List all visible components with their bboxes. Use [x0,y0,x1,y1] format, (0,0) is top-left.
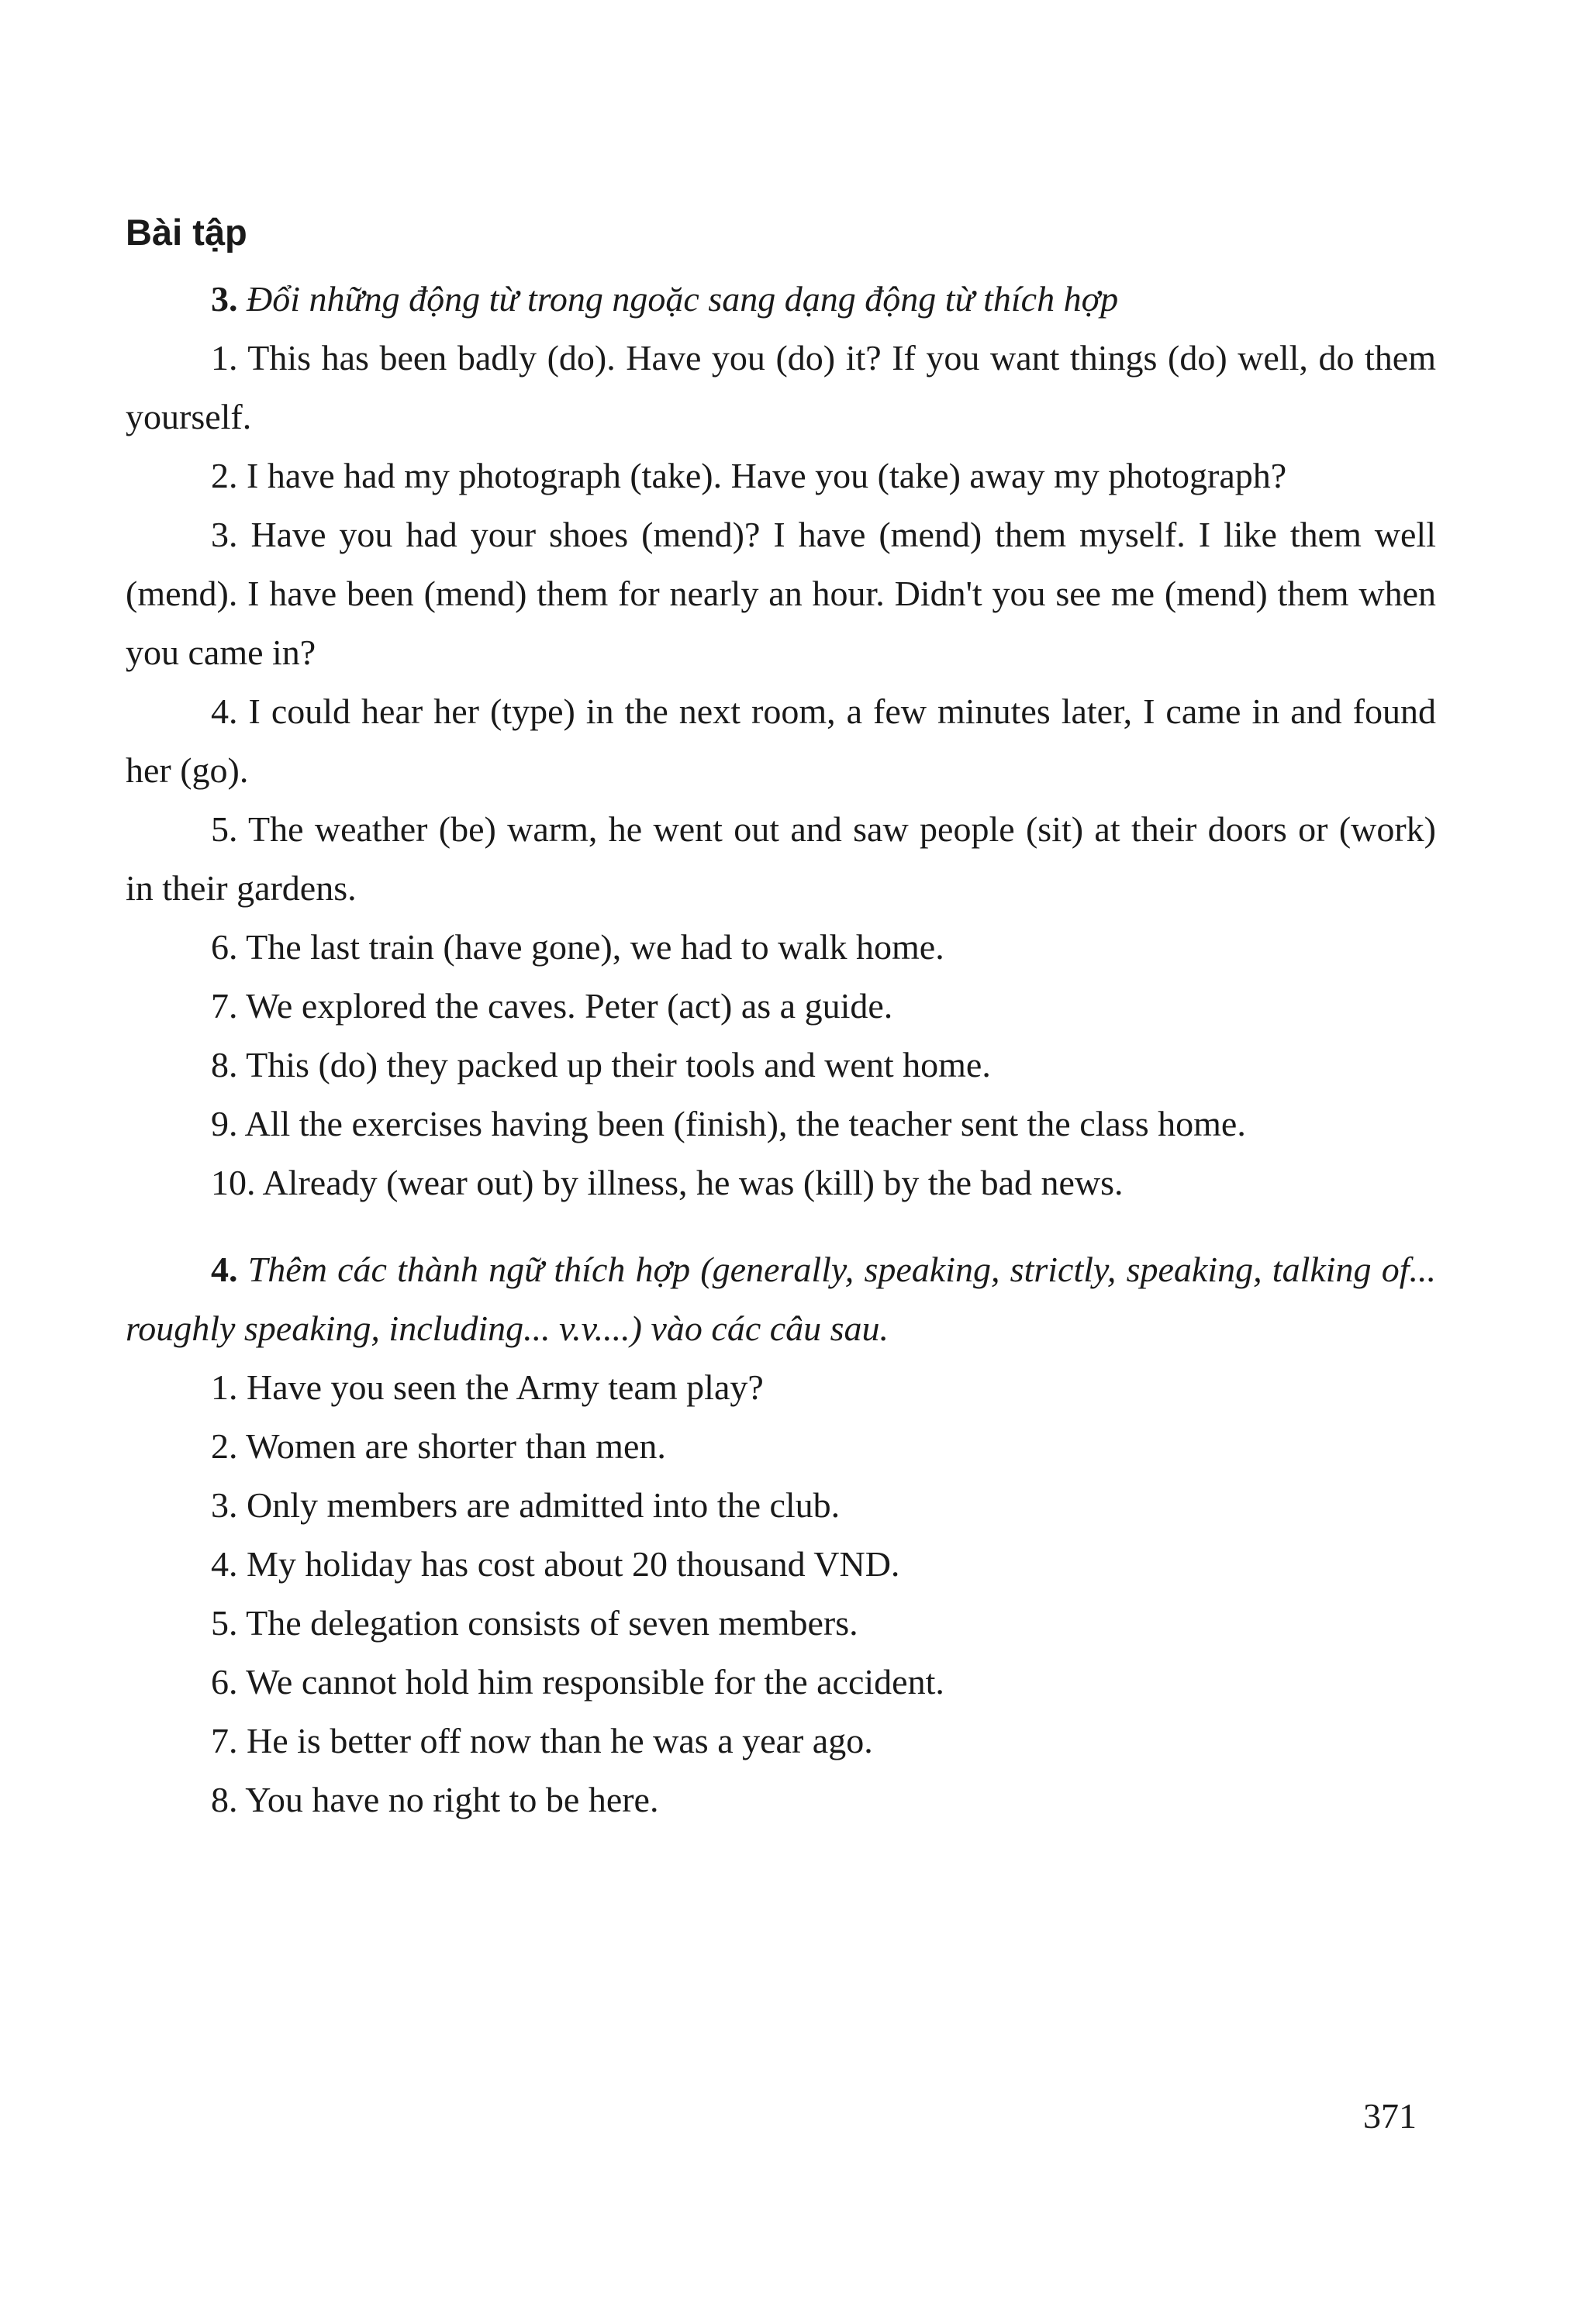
exercise-3-item-2: 2. I have had my photograph (take). Have you (take) away my photograph? [211,456,1287,495]
exercise-4-item-6: 6. We cannot hold him responsible for the accident. [211,1662,944,1702]
exercise-3-item-3: 3. Have you had your shoes (mend)? I have (mend) them myself. I like them well (mend). I have been (mend) them for nearly an hour. Didn't you see me (mend) them when you came in? [126,515,1436,672]
exercise-3-item-10: 10. Already (wear out) by illness, he was (kill) by the bad news. [211,1163,1124,1202]
exercise-3-item-6: 6. The last train (have gone), we had to walk home. [211,927,944,967]
exercise-4-title [126,1240,1436,1358]
exercise-4-item-4: 4. My holiday has cost about 20 thousand VND. [211,1544,900,1584]
exercise-4-item-3: 3. Only members are admitted into the club. [211,1485,841,1525]
exercise-4-item-2: 2. Women are shorter than men. [211,1426,666,1466]
exercise-4-instruction: Thêm các thành ngữ thích hợp (generally, speaking, strictly, speaking, talking of... roughly speaking, including... v.v....) vào các câu sau. [126,1250,1437,1348]
exercise-3-item-7: 7. We explored the caves. Peter (act) as a guide. [211,986,893,1026]
exercise-3-instruction: Đổi những động từ trong ngoặc sang dạng động từ thích hợp [247,279,1119,319]
page-content [126,209,1436,1829]
exercise-4-item-7: 7. He is better off now than he was a year ago. [211,1721,873,1760]
exercise-3-item-8: 8. This (do) they packed up their tools and went home. [211,1045,991,1084]
page-number: 371 [1363,2096,1417,2136]
exercise-3-item-9: 9. All the exercises having been (finish), the teacher sent the class home. [211,1104,1246,1143]
exercise-4-item-5: 5. The delegation consists of seven members. [211,1603,858,1643]
exercise-3-item-5: 5. The weather (be) warm, he went out and saw people (sit) at their doors or (work) in their gardens. [126,809,1436,908]
exercise-3-item-4: 4. I could hear her (type) in the next room, a few minutes later, I came in and found her (go). [126,691,1436,790]
exercise-4-item-8: 8. You have no right to be here. [211,1780,659,1819]
section-heading: Bài tập [126,212,247,253]
exercise-3-number: 3. [211,279,238,319]
exercise-3-title [126,270,1436,329]
exercise-3-item-1: 1. This has been badly (do). Have you (do) it? If you want things (do) well, do them yourself. [126,338,1436,436]
exercise-4-item-1: 1. Have you seen the Army team play? [211,1367,764,1407]
exercise-4-number: 4. [211,1250,238,1289]
